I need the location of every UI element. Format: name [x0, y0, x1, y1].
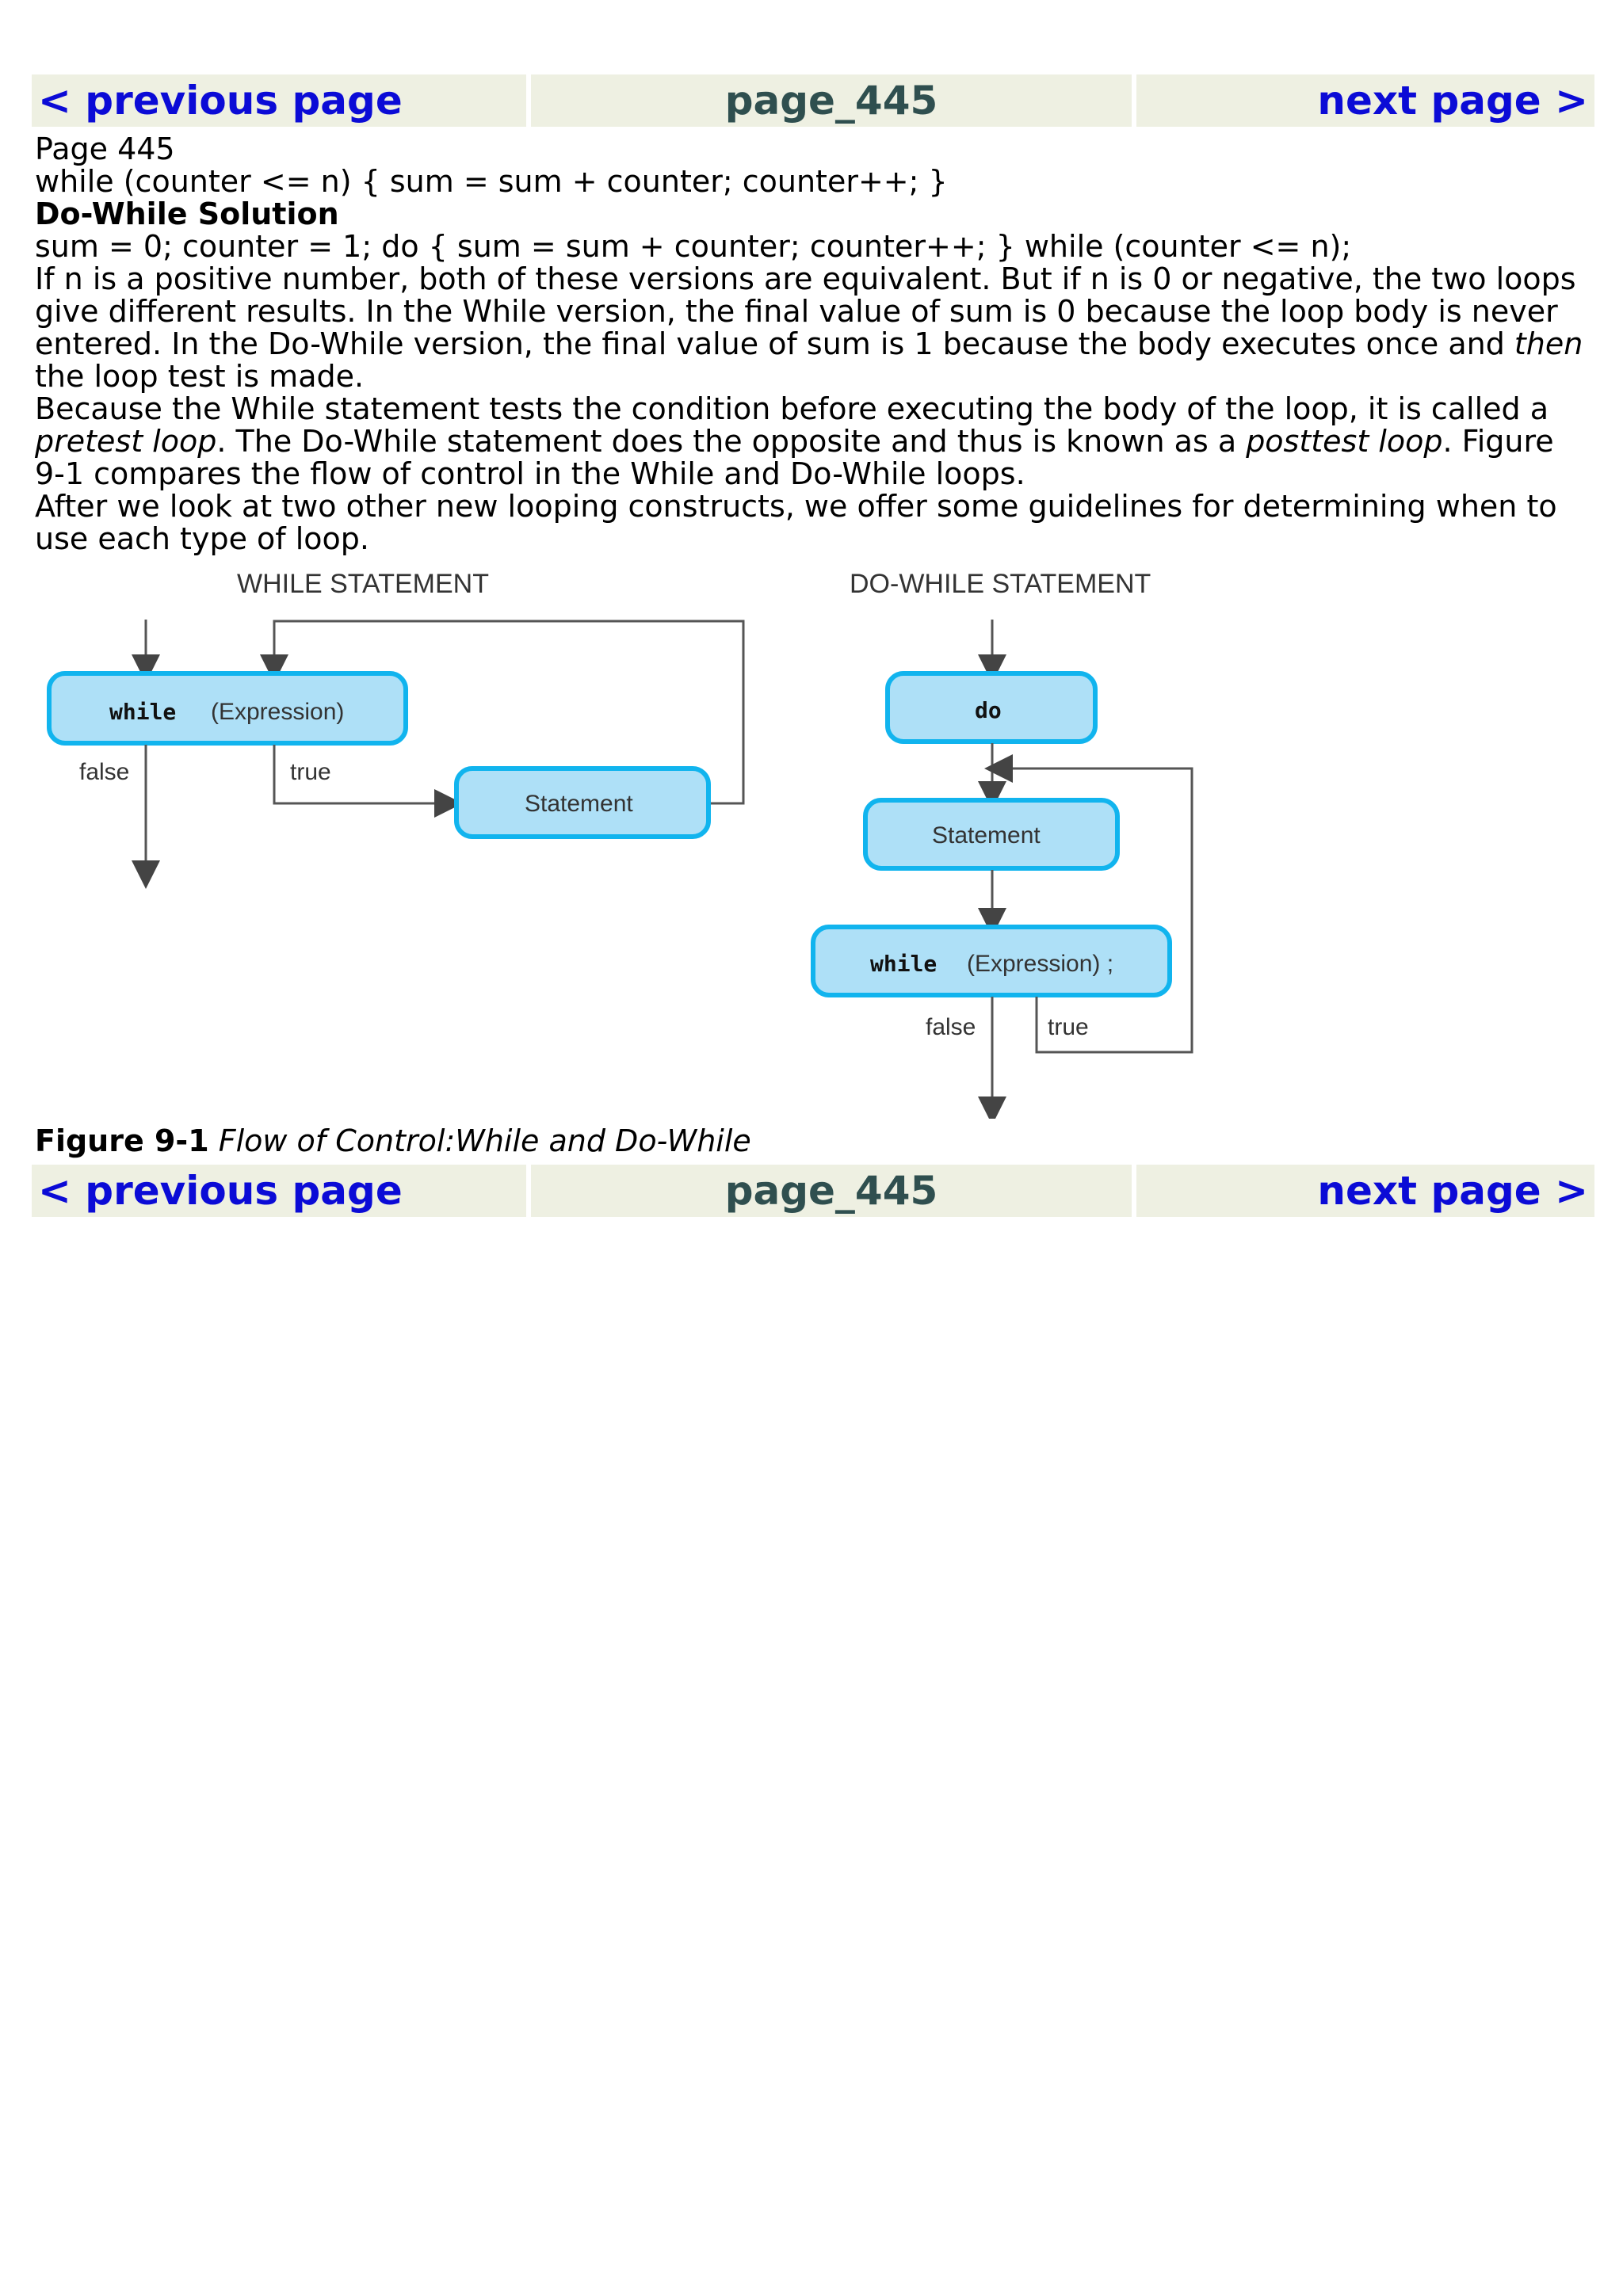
- flow-of-control-figure: [35, 564, 1224, 1119]
- dowhile-while-keyword: while: [870, 951, 938, 977]
- figure-number: Figure 9-1: [35, 1123, 209, 1158]
- section-heading: Do-While Solution: [35, 196, 339, 231]
- while-true-label: true: [290, 759, 331, 785]
- next-page-link[interactable]: next page >: [1136, 74, 1594, 127]
- dowhile-statement-text: Statement: [932, 822, 1041, 849]
- term-pretest-loop: pretest loop: [35, 424, 217, 459]
- emphasis-then: then: [1514, 326, 1583, 361]
- do-keyword: do: [975, 697, 1002, 723]
- while-keyword: while: [109, 699, 177, 725]
- page-indicator: page_445: [531, 74, 1132, 127]
- bottom-navigation: [32, 1165, 1594, 1217]
- page-number: Page 445: [35, 132, 175, 166]
- dowhile-false-label: false: [926, 1014, 976, 1040]
- while-false-label: false: [79, 759, 130, 785]
- while-expression: (Expression): [211, 699, 345, 725]
- figure-caption: [35, 1123, 751, 1158]
- figure-caption-text: Flow of Control:While and Do-While: [218, 1123, 751, 1158]
- next-page-link[interactable]: next page >: [1136, 1165, 1594, 1217]
- paragraph-text: Because the While statement tests the condition before executing the body of the loop, it is called a: [35, 391, 1549, 426]
- paragraph-pretest-posttest: [35, 393, 1588, 490]
- paragraph-text: . The Do-While statement does the opposite and thus is known as a: [216, 424, 1247, 459]
- page-content: [35, 133, 1588, 555]
- previous-page-link[interactable]: < previous page: [32, 1165, 526, 1217]
- paragraph-equivalence: [35, 263, 1588, 393]
- while-statement-text: Statement: [525, 791, 633, 817]
- while-statement-title: WHILE STATEMENT: [237, 569, 489, 599]
- paragraph-text: the loop test is made.: [35, 359, 365, 394]
- paragraph-guidelines: After we look at two other new looping constructs, we offer some guidelines for determining when to use each type of loop.: [35, 489, 1557, 556]
- dowhile-statement-title: DO-WHILE STATEMENT: [850, 569, 1151, 599]
- previous-page-link[interactable]: < previous page: [32, 74, 526, 127]
- top-navigation: [32, 74, 1594, 127]
- while-code: while (counter <= n) { sum = sum + counter; counter++; }: [35, 164, 948, 199]
- dowhile-expression: (Expression) ;: [967, 951, 1114, 977]
- dowhile-true-label: true: [1048, 1014, 1089, 1040]
- paragraph-text: If n is a positive number, both of these versions are equivalent. But if n is 0 or negative, the two loops give different results. In the While version, the final value of sum is 0 because the loop body is never entered. In the Do-While version, the final value of sum is 1 because the body executes once and: [35, 261, 1576, 361]
- term-posttest-loop: posttest loop: [1246, 424, 1443, 459]
- dowhile-code: sum = 0; counter = 1; do { sum = sum + counter; counter++; } while (counter <= n);: [35, 229, 1352, 264]
- page-indicator: page_445: [531, 1165, 1132, 1217]
- paragraph-text: . Figure 9-1 compares the flow of control in the While and Do-While loops.: [35, 424, 1554, 491]
